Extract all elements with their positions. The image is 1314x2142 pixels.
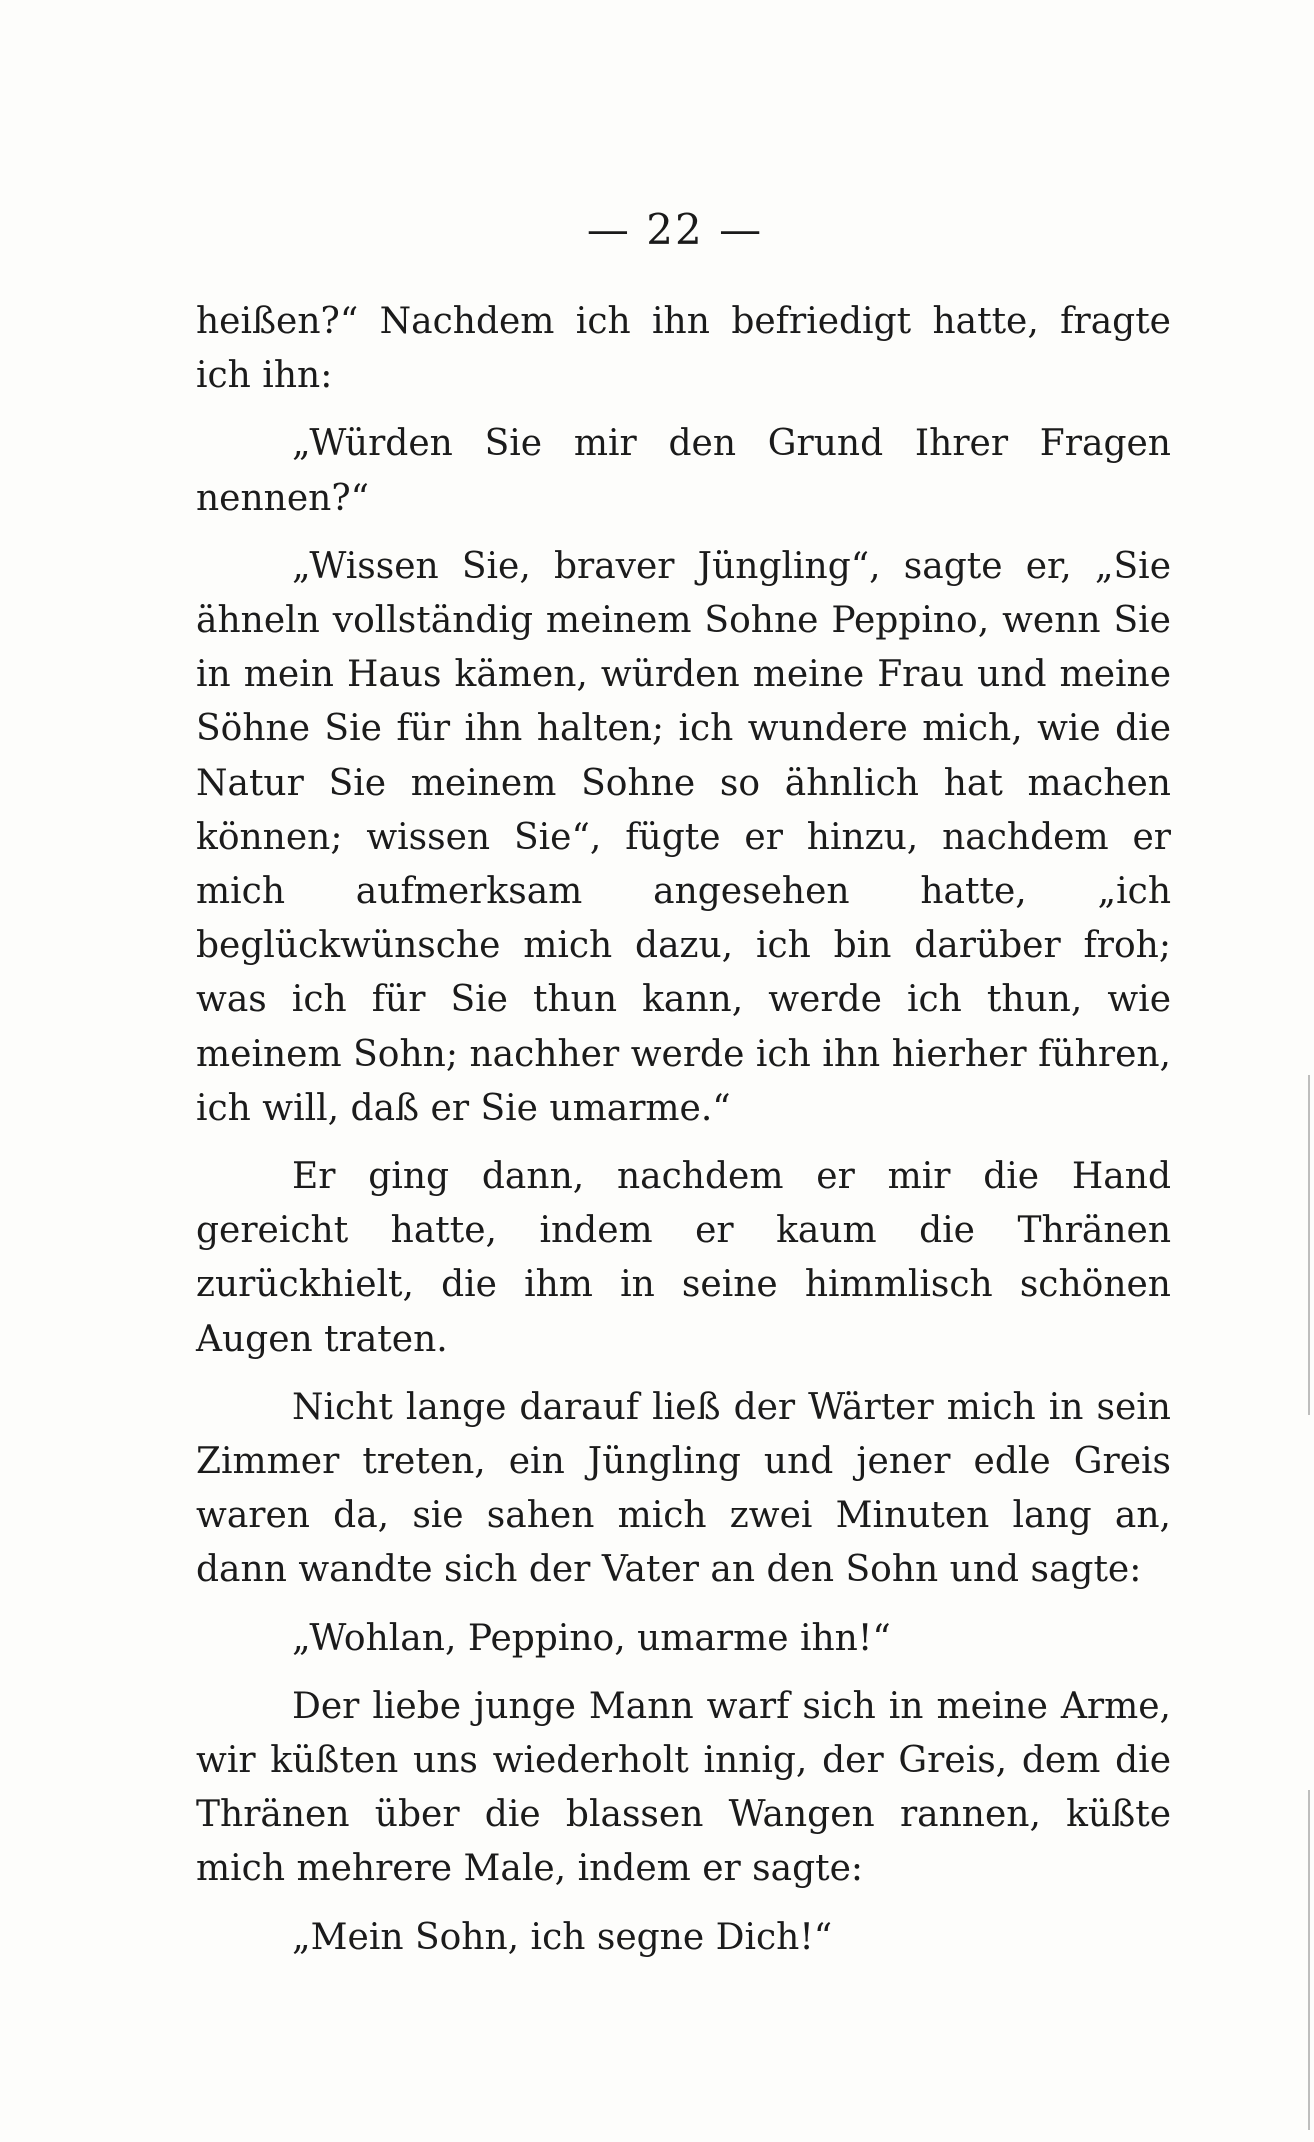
paragraph-1: heißen?“ Nachdem ich ihn befriedigt hatte, fragte ich ihn: [196,301,1171,397]
paragraph-3: „Wissen Sie, braver Jüngling“, sagte er, „Sie ähneln vollständig meinem Sohne Peppino, wenn Sie in mein Haus kämen, würden meine Frau und meine Söhne Sie für ihn halten; ich wundere mich, wie die Natur Sie meinem Sohne so ähnlich hat machen können; wissen Sie“, fügte er hinzu, nachdem er mich aufmerksam angesehen hatte, „ich beglückwünsche mich dazu, ich bin darüber froh; was ich für Sie thun kann, werde ich thun, wie meinem Sohn; nachher werde ich ihn hierher führen, ich will, daß er Sie umarme.“ [196,545,1171,1129]
paragraph-2: „Würden Sie mir den Grund Ihrer Fragen nennen?“ [196,423,1171,519]
paragraph-4: Er ging dann, nachdem er mir die Hand gereicht hatte, indem er kaum die Thränen zurückhielt, die ihm in seine himmlisch schönen Augen traten. [196,1156,1171,1360]
page-edge-mark-upper [1308,1075,1310,1415]
page-edge-mark-lower [1308,1790,1310,2130]
page-number: — 22 — [586,205,764,254]
body-text [196,295,1171,1979]
paragraph-5: Nicht lange darauf ließ der Wärter mich in sein Zimmer treten, ein Jüngling und jener edle Greis waren da, sie sahen mich zwei Minuten lang an, dann wandte sich der Vater an den Sohn und sagte: [196,1386,1171,1591]
paragraph-7: Der liebe junge Mann warf sich in meine Arme, wir küßten uns wiederholt innig, der Greis, dem die Thränen über die blassen Wangen rannen, küßte mich mehrere Male, indem er sagte: [196,1685,1171,1890]
paragraph-6: „Wohlan, Peppino, umarme ihn!“ [292,1617,891,1659]
paragraph-8: „Mein Sohn, ich segne Dich!“ [292,1916,833,1958]
